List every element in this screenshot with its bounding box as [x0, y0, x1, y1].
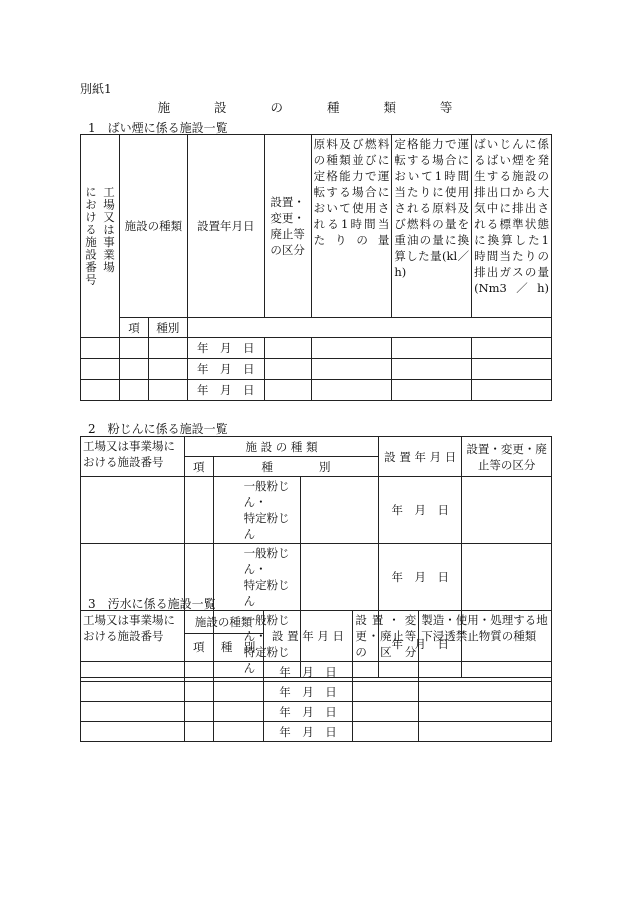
annex-label: 別紙1: [80, 82, 112, 96]
header-status: 設置・変更・廃止等の区分: [353, 611, 419, 662]
header-status: 設置・変更・廃止等の区分: [264, 135, 311, 318]
smoke-facility-table: [80, 134, 552, 401]
header-factory-number: 工場又は事業場 における施設番号: [81, 135, 120, 338]
header-exhaust-gas: ばいじんに係るばい煙を発生する施設の排出口から大気中に排出される標準状態に換算した1時間当たりの排出ガスの量(Nm3／h): [472, 135, 552, 318]
date-cell: 年 月 日: [187, 359, 264, 380]
section-3-heading: 3 汚水に係る施設一覧: [88, 597, 216, 611]
date-cell: 年 月 日: [263, 682, 353, 702]
header-install-date: 設 置 年 月 日: [379, 437, 462, 477]
subheader-type: 種 別: [213, 457, 379, 477]
header-heavy-oil-equivalent: 定格能力で運転する場合において1時間当たりに使用される原料及び燃料の量を重油の量に換算した量(kl／h): [392, 135, 472, 318]
date-cell: 年 月 日: [263, 662, 353, 682]
header-prohibited-substance: 製造・使用・処理する地下浸透禁止物質の種類: [419, 611, 552, 662]
header-facility-kind: 施 設 の 種 類: [184, 437, 379, 457]
date-cell: 年 月 日: [187, 380, 264, 401]
header-status: 設置・変更・廃止等の区分: [462, 437, 552, 477]
table-row: [81, 380, 552, 401]
table-row: [81, 338, 552, 359]
dust-type-cell: 一般粉じん・ 特定粉じん: [213, 611, 300, 678]
subheader-item: 項: [184, 457, 213, 477]
table-row: [81, 477, 552, 544]
header-install-date: 設 置 年 月 日: [263, 611, 353, 662]
header-fuel-amount: 原料及び燃料の種類並びに定格能力で運転する場合において使用される1時間当たりの量: [311, 135, 392, 318]
header-facility-kind: 施設の種類: [119, 135, 187, 318]
table-row: [81, 682, 552, 702]
header-install-date: 設置年月日: [187, 135, 264, 318]
dust-type-cell: 一般粉じん・ 特定粉じん: [213, 477, 300, 544]
date-cell: 年 月 日: [379, 477, 462, 544]
wastewater-facility-table: [80, 610, 552, 742]
date-cell: 年 月 日: [187, 338, 264, 359]
page-title: 施 設 の 種 類 等: [157, 100, 473, 115]
date-cell: 年 月 日: [263, 702, 353, 722]
dust-type-cell: 一般粉じん・ 特定粉じん: [213, 544, 300, 611]
subheader-type: 種別: [148, 318, 187, 338]
header-facility-kind: 施設の種類: [184, 611, 263, 634]
date-cell: 年 月 日: [263, 722, 353, 742]
table-row: [81, 722, 552, 742]
subheader-item: 項: [119, 318, 148, 338]
section-1-heading: 1 ばい煙に係る施設一覧: [88, 121, 228, 135]
date-cell: 年 月 日: [379, 611, 462, 678]
table-row: [81, 662, 552, 682]
table-row: [81, 702, 552, 722]
header-factory-number: 工場又は事業場における施設番号: [81, 437, 185, 477]
date-cell: 年 月 日: [379, 544, 462, 611]
header-factory-number: 工場又は事業場における施設番号: [81, 611, 185, 662]
subheader-item: 項: [184, 633, 213, 661]
table-row: [81, 359, 552, 380]
section-2-heading: 2 粉じんに係る施設一覧: [88, 422, 228, 436]
subheader-type: 種 別: [213, 633, 263, 661]
